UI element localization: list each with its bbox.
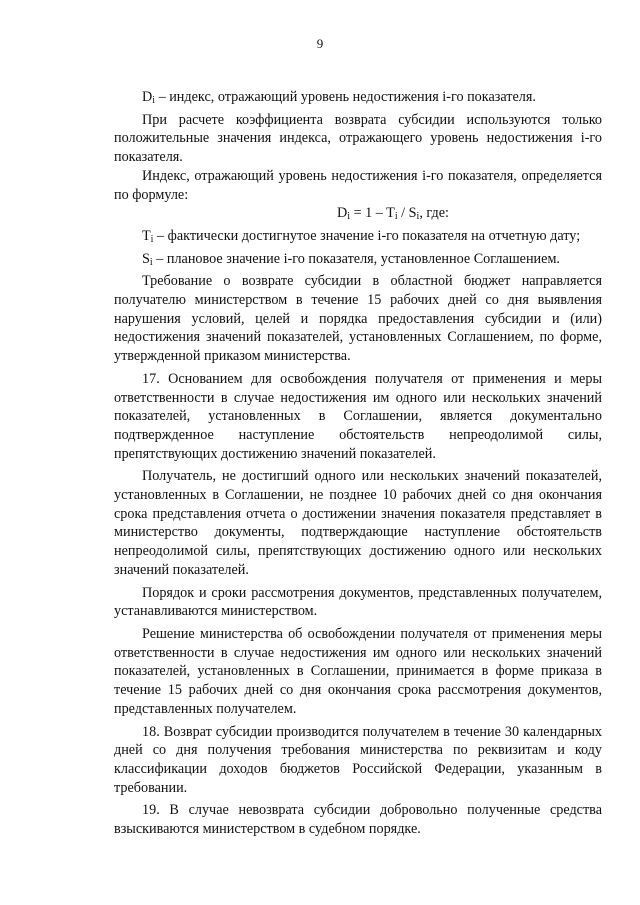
paragraph: 19. В случае невозврата субсидии добровольно полученные средства взыскиваются министерством в судебном порядке.	[114, 802, 602, 838]
definition-d	[114, 88, 602, 111]
formula-lhs-subscript: i	[347, 211, 351, 223]
definition-t	[114, 227, 602, 250]
formula-division: / S	[397, 205, 417, 222]
paragraph: Решение министерства об освобождении получателя от применения меры ответственности в случае недостижения им одного или нескольких значений показателей, установленных в Соглашении, принимается в форме приказа в течение 15 рабочих дней со дня окончания срока рассмотрения документов, представленных получателем.	[114, 625, 602, 717]
page-number: 9	[316, 36, 324, 51]
formula-t-subscript: i	[394, 211, 398, 223]
s-symbol: S	[142, 250, 150, 267]
d-definition-text: – индекс, отражающий уровень недостижения i-го показателя.	[155, 89, 536, 105]
paragraph: Требование о возврате субсидии в областной бюджет направляется получателю министерством в течение 15 рабочих дней со дня выявления нарушения условий, целей и порядка предоставления субсидии и (или) недостижения значений показателей, установленных Соглашением, по форме, утвержденной приказом министерства.	[114, 273, 602, 365]
t-symbol: T	[142, 227, 151, 244]
formula	[114, 204, 602, 227]
definition-s	[114, 250, 602, 273]
s-definition-text: – плановое значение i-го показателя, установленное Соглашением.	[152, 250, 560, 267]
paragraph: Индекс, отражающий уровень недостижения i-го показателя, определяется по формуле:	[114, 167, 602, 203]
t-definition-text: – фактически достигнутое значение i-го показателя на отчетную дату;	[153, 227, 581, 244]
t-subscript: i	[150, 233, 154, 245]
formula-tail: , где:	[419, 205, 449, 222]
d-symbol: D	[142, 89, 153, 105]
paragraph: 17. Основанием для освобождения получателя от применения и меры ответственности в случае недостижения им одного или нескольких значений показателей, установленных в Соглашении, является документально подтвержденное наступление обстоятельств непреодолимой силы, препятствующих достижению значений показателей.	[114, 370, 602, 462]
formula-s-subscript: i	[416, 211, 420, 223]
paragraph: Получатель, не достигший одного или нескольких значений показателей, установленных в Соглашении, не позднее 10 рабочих дней со дня окончания срока представления отчета о достижении значения показателя представляет в министерство документы, подтверждающие наступление обстоятельств непреодолимой силы, препятствующих достижению одного или нескольких значений показателей.	[114, 468, 602, 578]
paragraph: Порядок и сроки рассмотрения документов, представленных получателем, устанавливаются министерством.	[114, 584, 602, 620]
paragraph: 18. Возврат субсидии производится получателем в течение 30 календарных дней со дня получения требования министерства по реквизитам и коду классификации доходов бюджетов Российской Федерации, указанным в требовании.	[114, 723, 602, 796]
d-subscript: i	[152, 95, 156, 106]
paragraph: При расчете коэффициента возврата субсидии используются только положительные значения индекса, отражающего уровень недостижения i-го показателя.	[114, 111, 602, 166]
s-subscript: i	[149, 256, 153, 268]
document-body	[114, 88, 602, 839]
formula-lhs: D	[337, 205, 348, 222]
formula-middle: = 1 – T	[350, 205, 395, 222]
